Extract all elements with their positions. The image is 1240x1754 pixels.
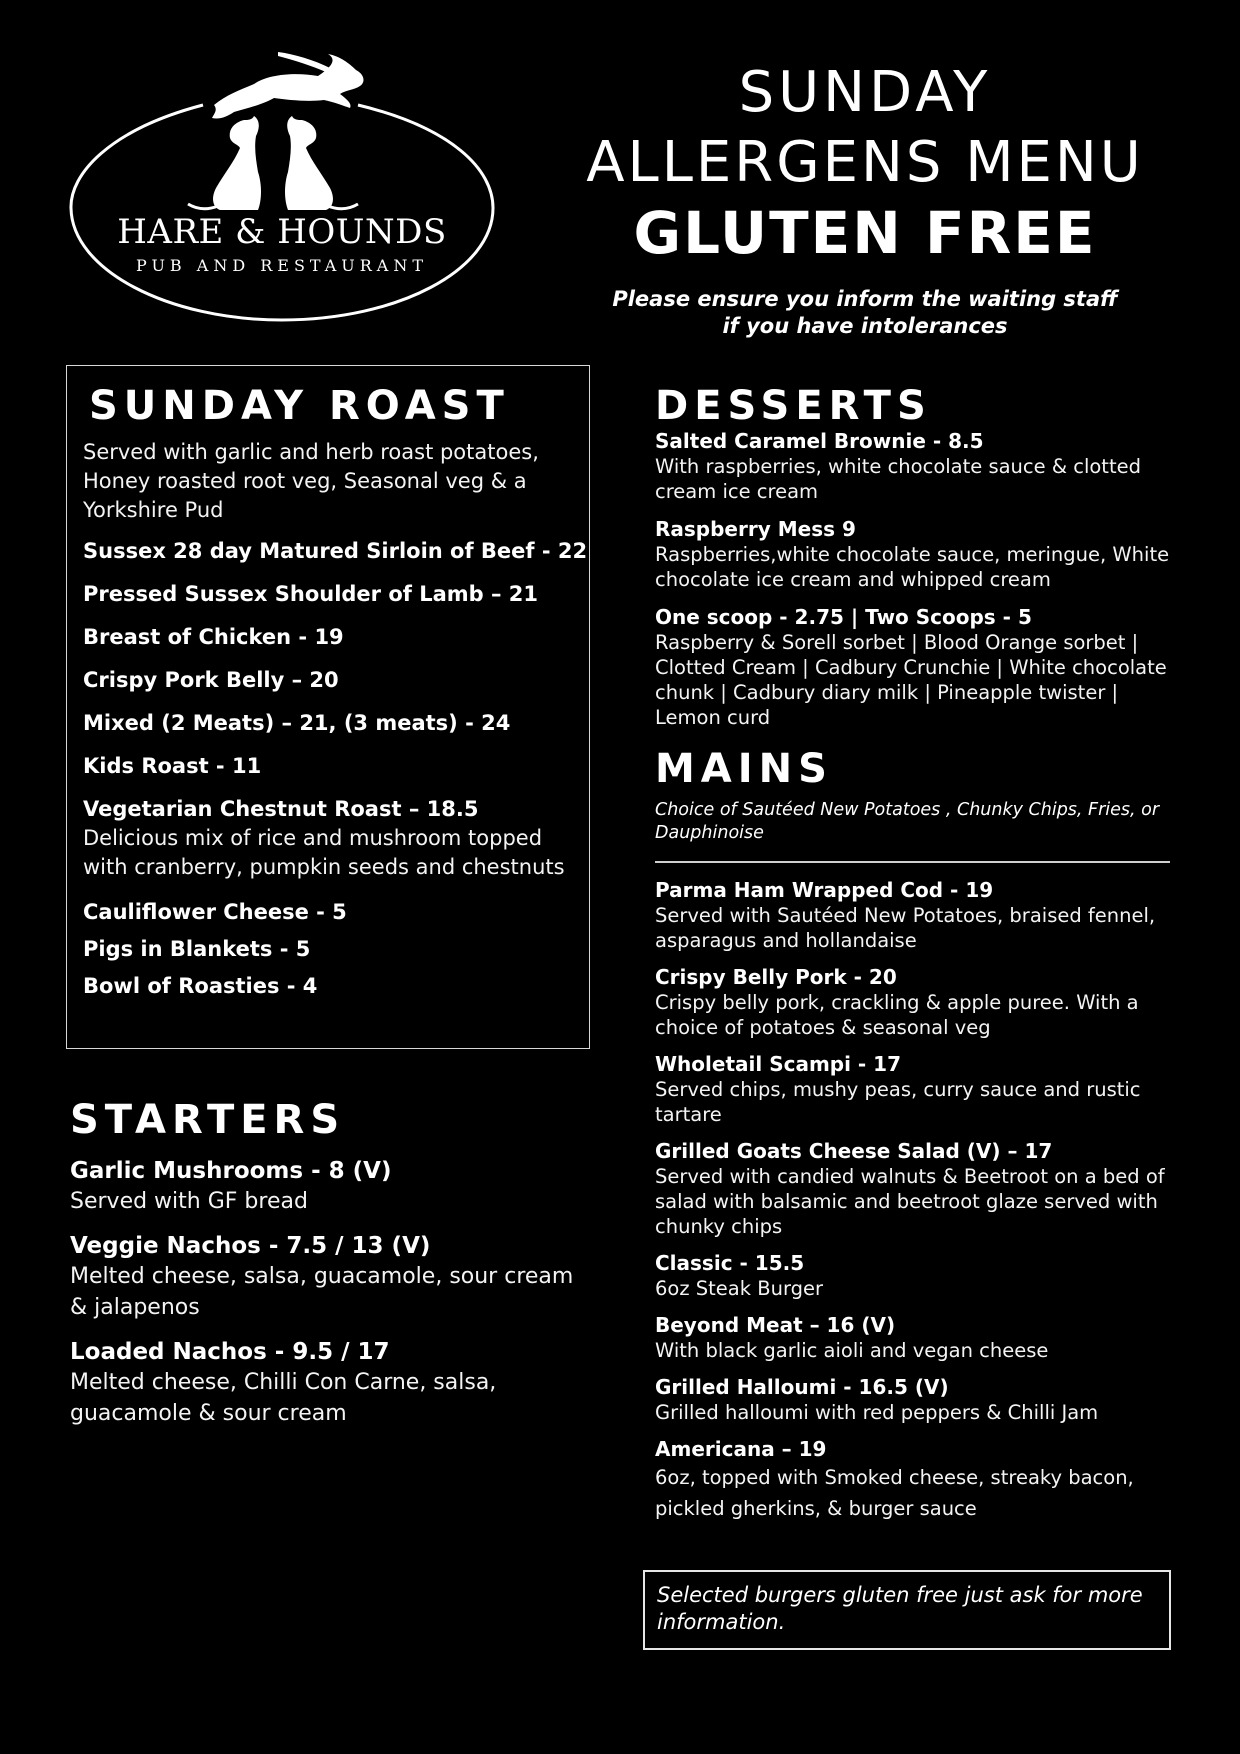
brand-name: HARE & HOUNDS: [117, 212, 447, 252]
item-name: Salted Caramel Brownie - 8.5: [655, 429, 984, 453]
menu-item: [655, 1051, 1170, 1127]
item-name: Kids Roast - 11: [83, 754, 262, 778]
item-description: Melted cheese, salsa, guacamole, sour cream & jalapenos: [70, 1264, 574, 1320]
mains-heading: MAINS: [655, 746, 833, 792]
item-name: Classic - 15.5: [655, 1251, 805, 1275]
menu-item: [655, 1312, 1170, 1363]
menu-item: [83, 796, 588, 882]
item-name: Cauliflower Cheese - 5: [83, 900, 347, 924]
menu-item: [655, 428, 1175, 504]
item-description: Grilled halloumi with red peppers & Chilli Jam: [655, 1401, 1099, 1424]
item-name: Loaded Nachos - 9.5 / 17: [70, 1339, 390, 1365]
item-description: With black garlic aioli and vegan cheese: [655, 1339, 1049, 1362]
menu-item: [655, 1138, 1170, 1239]
item-name: Pressed Sussex Shoulder of Lamb – 21: [83, 582, 539, 606]
item-name: Americana – 19: [655, 1437, 827, 1461]
title-line-allergens: ALLERGENS MENU: [586, 130, 1144, 195]
menu-title-block: [540, 58, 1190, 340]
divider: [655, 861, 1170, 863]
title-line-gluten-free: GLUTEN FREE: [633, 199, 1097, 267]
desserts-heading: DESSERTS: [655, 383, 932, 429]
menu-item: [655, 1436, 1170, 1524]
item-description: 6oz, topped with Smoked cheese, streaky bacon, pickled gherkins, & burger sauce: [655, 1466, 1134, 1520]
intolerance-note: [540, 286, 1190, 340]
item-description: Melted cheese, Chilli Con Carne, salsa, guacamole & sour cream: [70, 1370, 497, 1426]
item-description: Delicious mix of rice and mushroom topped with cranberry, pumpkin seeds and chestnuts: [83, 826, 565, 879]
item-name: Grilled Halloumi - 16.5 (V): [655, 1375, 949, 1399]
item-name: Crispy Belly Pork - 20: [655, 965, 897, 989]
item-description: 6oz Steak Burger: [655, 1277, 824, 1300]
menu-item: [83, 624, 588, 650]
menu-item: [70, 1231, 590, 1323]
item-description: Served with Sautéed New Potatoes, braised fennel, asparagus and hollandaise: [655, 904, 1156, 952]
intolerance-note-line-2: if you have intolerances: [722, 314, 1008, 338]
item-name: Crispy Pork Belly – 20: [83, 668, 339, 692]
item-name: Vegetarian Chestnut Roast – 18.5: [83, 797, 479, 821]
intolerance-note-line-1: Please ensure you inform the waiting staff: [612, 287, 1118, 311]
burger-gluten-note: Selected burgers gluten free just ask for more information.: [643, 1570, 1171, 1650]
item-name: Beyond Meat – 16 (V): [655, 1313, 896, 1337]
mains-section: [655, 747, 1170, 1535]
menu-item: [655, 1250, 1170, 1301]
sunday-roast-heading: SUNDAY ROAST: [89, 383, 510, 429]
item-description: Served with candied walnuts & Beetroot on a bed of salad with balsamic and beetroot glaze served with chunky chips: [655, 1165, 1165, 1238]
item-name: Bowl of Roasties - 4: [83, 974, 318, 998]
title-line-sunday: SUNDAY: [738, 60, 992, 125]
item-description: Raspberry & Sorell sorbet | Blood Orange sorbet | Clotted Cream | Cadbury Crunchie | White chocolate chunk | Cadbury diary milk | Pineapple twister | Lemon curd: [655, 631, 1167, 729]
menu-item: [70, 1156, 590, 1217]
item-name: Garlic Mushrooms - 8 (V): [70, 1158, 392, 1184]
menu-item: [83, 581, 588, 607]
menu-item: [83, 538, 588, 564]
mains-side-options: Choice of Sautéed New Potatoes , Chunky Chips, Fries, or Dauphinoise: [655, 800, 1160, 843]
item-name: Sussex 28 day Matured Sirloin of Beef - 22: [83, 539, 588, 563]
item-name: Mixed (2 Meats) – 21, (3 meats) - 24: [83, 711, 511, 735]
menu-item: [655, 516, 1175, 592]
sunday-roast-section: [66, 365, 590, 1049]
item-name: Raspberry Mess 9: [655, 517, 856, 541]
menu-item: [655, 877, 1170, 953]
item-name: Wholetail Scampi - 17: [655, 1052, 902, 1076]
item-description: Crispy belly pork, crackling & apple puree. With a choice of potatoes & seasonal veg: [655, 991, 1139, 1039]
menu-item: [655, 1374, 1170, 1425]
menu-item: [83, 936, 588, 962]
menu-item: [655, 964, 1170, 1040]
menu-item: [70, 1337, 590, 1429]
item-name: Grilled Goats Cheese Salad (V) – 17: [655, 1139, 1053, 1163]
menu-item: [83, 710, 588, 736]
hare-and-hounds-logo-icon: [68, 50, 496, 325]
desserts-section: [655, 384, 1175, 742]
logo: [68, 50, 496, 325]
item-name: Pigs in Blankets - 5: [83, 937, 311, 961]
starters-section: [70, 1098, 590, 1429]
menu-item: [83, 973, 588, 999]
item-name: One scoop - 2.75 | Two Scoops - 5: [655, 605, 1032, 629]
sunday-roast-list: [83, 538, 588, 1010]
brand-subtitle: PUB AND RESTAURANT: [135, 256, 429, 275]
menu-item: [655, 604, 1175, 730]
item-description: Raspberries,white chocolate sauce, meringue, White chocolate ice cream and whipped cream: [655, 543, 1170, 591]
item-description: Served chips, mushy peas, curry sauce and rustic tartare: [655, 1078, 1141, 1126]
item-description: Served with GF bread: [70, 1189, 308, 1214]
item-description: With raspberries, white chocolate sauce & clotted cream ice cream: [655, 455, 1141, 503]
menu-item: [83, 899, 588, 925]
menu-item: [83, 667, 588, 693]
menu-item: [83, 753, 588, 779]
item-name: Veggie Nachos - 7.5 / 13 (V): [70, 1233, 431, 1259]
sunday-roast-intro: Served with garlic and herb roast potatoes, Honey roasted root veg, Seasonal veg & a Yorkshire Pud: [83, 440, 539, 522]
item-name: Parma Ham Wrapped Cod - 19: [655, 878, 994, 902]
item-name: Breast of Chicken - 19: [83, 625, 344, 649]
starters-heading: STARTERS: [70, 1097, 346, 1143]
